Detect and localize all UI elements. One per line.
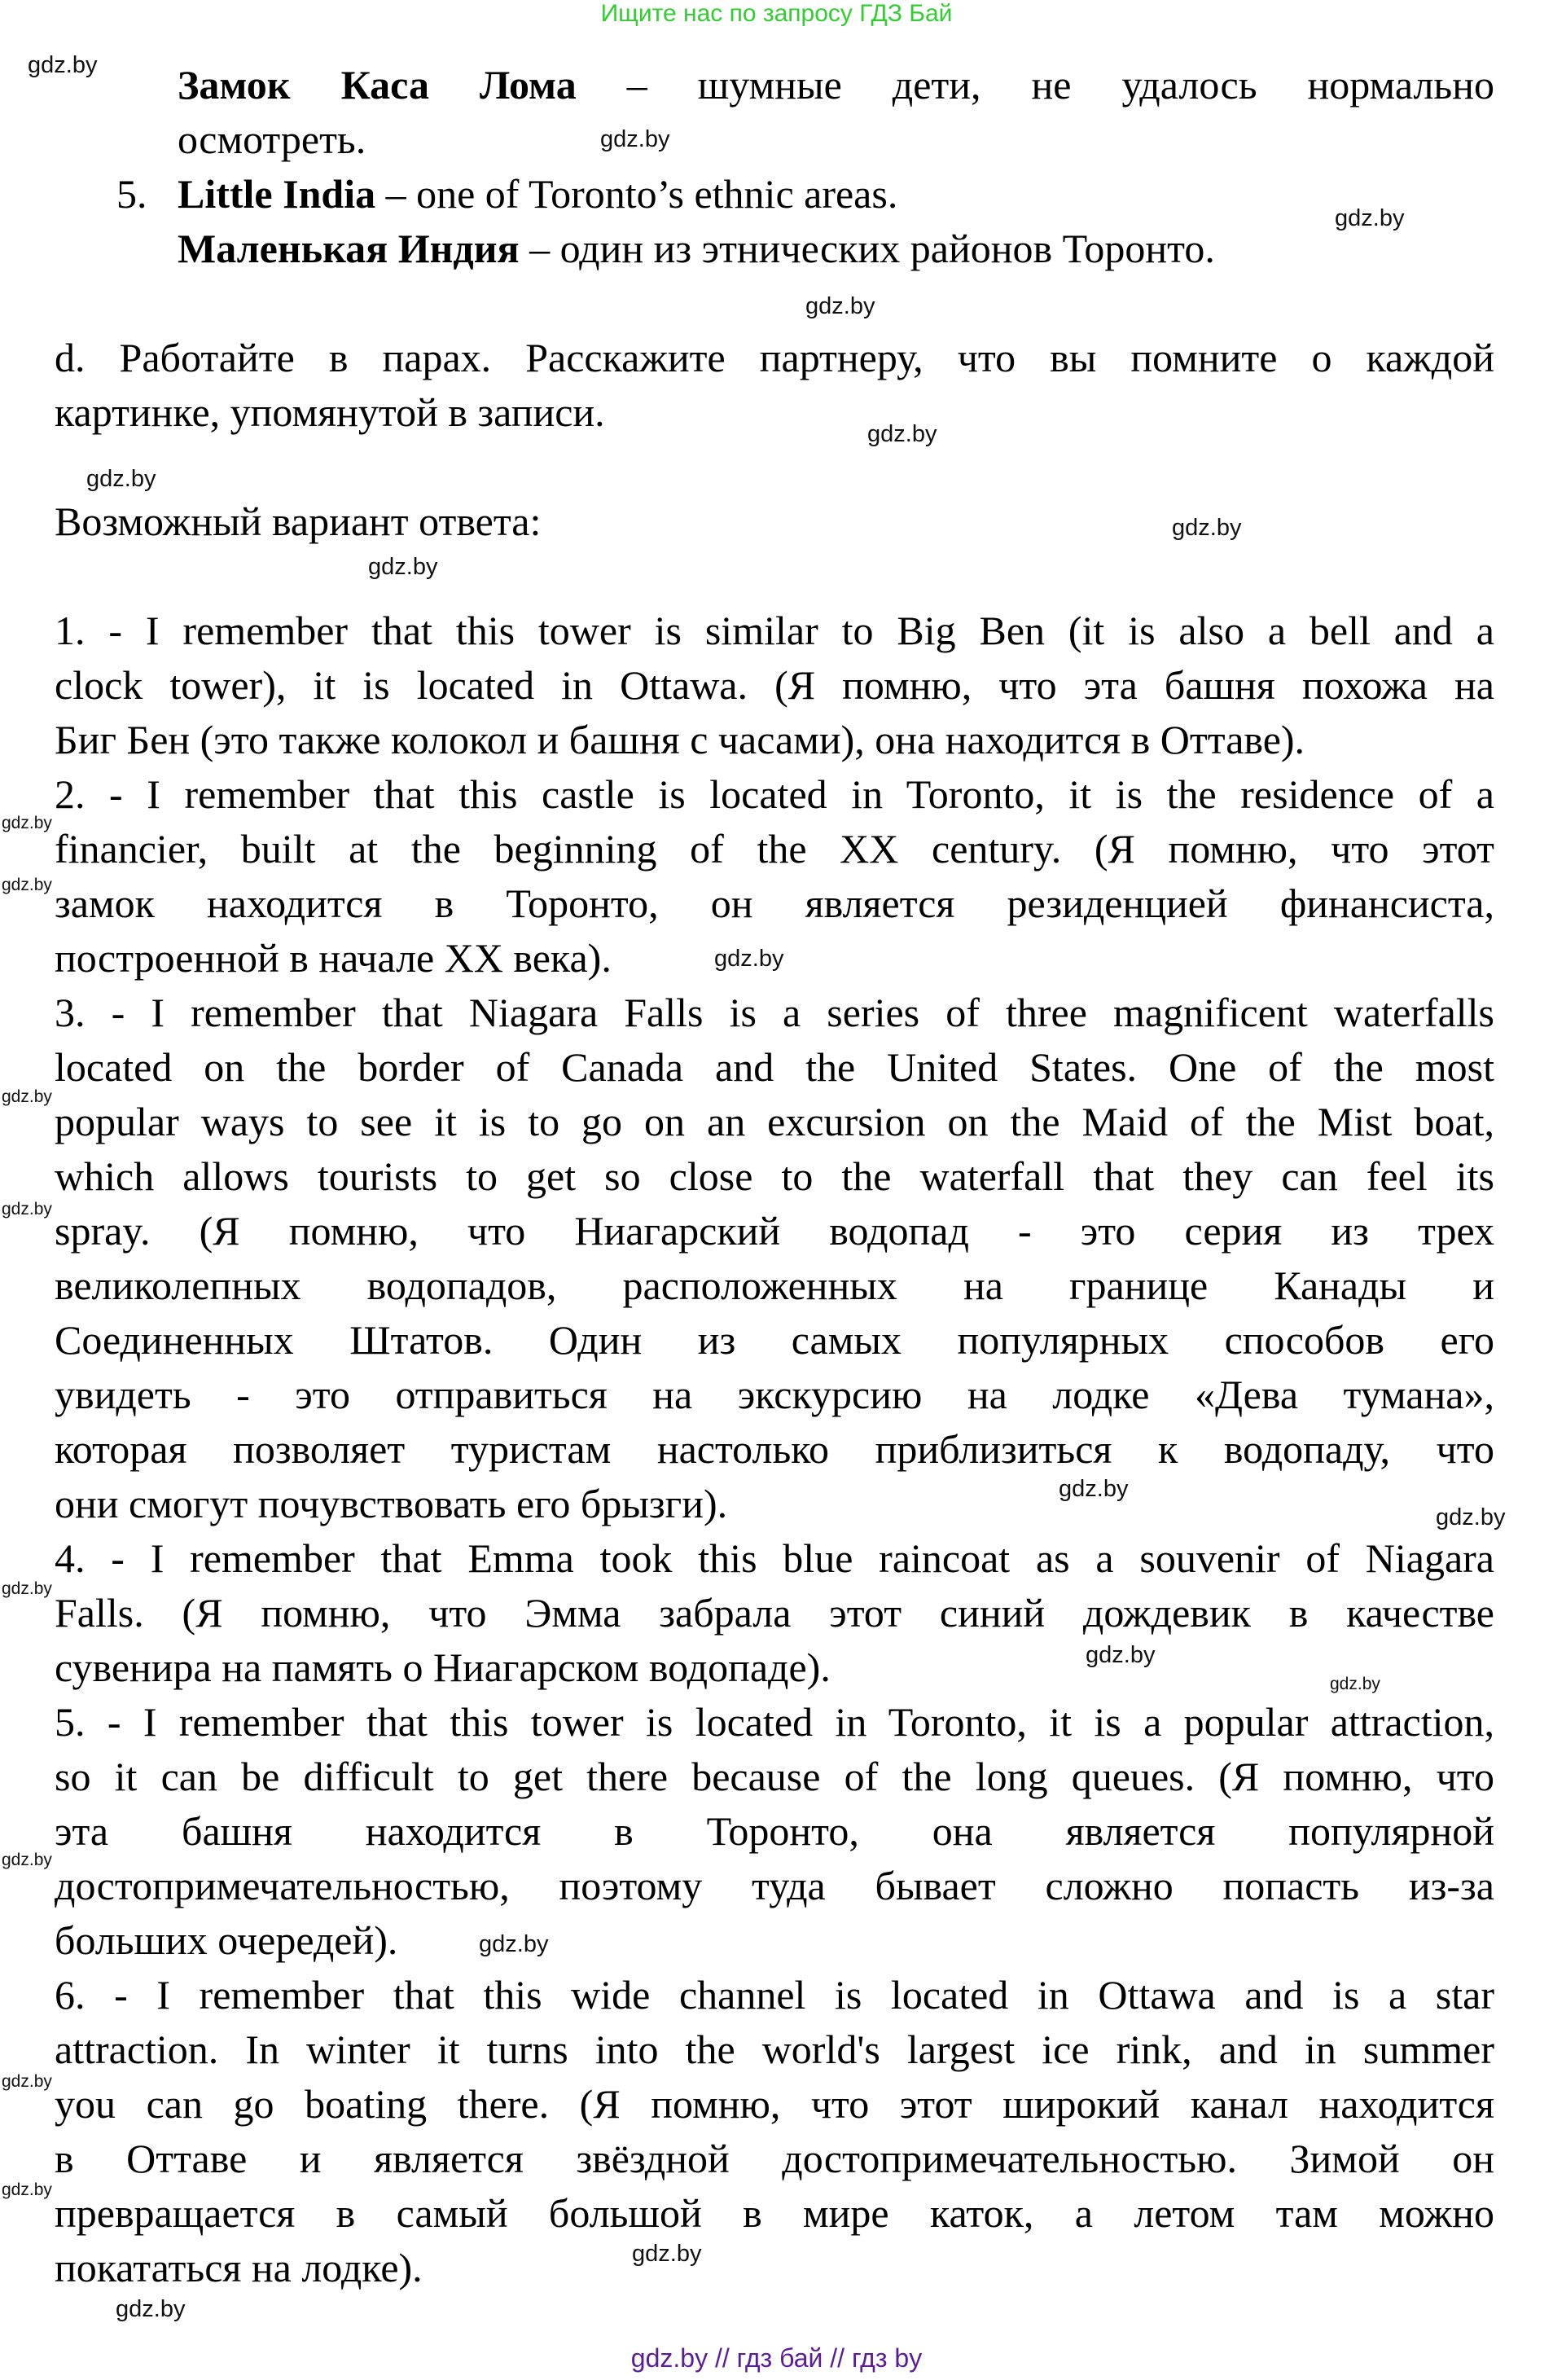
answer-3-line: великолепных водопадов, расположенных на границе Канады и xyxy=(55,1262,1494,1308)
watermark: gdz.by xyxy=(867,421,937,447)
answer-6-line: attraction. In winter it turns into the world's largest ice rink, and in summer xyxy=(55,2027,1494,2072)
castle-line xyxy=(178,58,1494,112)
text: – one of Toronto’s ethnic areas. xyxy=(375,171,898,217)
term: Little India xyxy=(178,171,376,217)
term: Замок Каса Лома xyxy=(178,62,577,108)
answer-3-line: 3. - I remember that Niagara Falls is a series of three magnificent waterfalls xyxy=(55,990,1494,1035)
watermark: gdz.by xyxy=(2,2072,52,2091)
watermark: gdz.by xyxy=(714,946,784,972)
watermark: gdz.by xyxy=(1086,1642,1156,1668)
answer-3-line: located on the border of Canada and the United States. One of the most xyxy=(55,1044,1494,1090)
watermark: gdz.by xyxy=(805,293,875,319)
little-india-ru-line xyxy=(178,222,1215,276)
answer-4-line: сувенира на память о Ниагарском водопаде). xyxy=(55,1644,831,1690)
task-d-line: d. Работайте в парах. Расскажите партнеру, что вы помните о каждой xyxy=(55,335,1494,380)
answer-5-line: so it can be difficult to get there because of the long queues. (Я помню, что xyxy=(55,1754,1494,1799)
watermark: gdz.by xyxy=(1172,515,1242,541)
answer-3-line: spray. (Я помню, что Ниагарский водопад - это серия из трех xyxy=(55,1208,1494,1254)
answer-1-line: clock tower), it is located in Ottawa. (Я помню, что эта башня похожа на xyxy=(55,662,1494,708)
watermark: gdz.by xyxy=(600,126,670,152)
task-d-line: картинке, упомянутой в записи. xyxy=(55,389,605,435)
watermark: gdz.by xyxy=(2,814,52,832)
answer-2-line: 2. - I remember that this castle is located in Toronto, it is the residence of a xyxy=(55,771,1494,817)
watermark: gdz.by xyxy=(479,1931,549,1957)
watermark: gdz.by xyxy=(86,466,156,492)
item-number: 5. xyxy=(116,171,147,217)
answer-3-line: which allows tourists to get so close to the waterfall that they can feel its xyxy=(55,1153,1494,1199)
text: – шумные дети, не удалось нормально xyxy=(576,62,1494,108)
term: Маленькая Индия xyxy=(178,226,520,271)
watermark: gdz.by xyxy=(1330,1675,1380,1693)
answer-3-line: которая позволяет туристам настолько приблизиться к водопаду, что xyxy=(55,1426,1494,1472)
watermark: gdz.by xyxy=(2,1579,52,1598)
answer-4-line: 4. - I remember that Emma took this blue raincoat as a souvenir of Niagara xyxy=(55,1535,1494,1581)
answer-3-line: они смогут почувствовать его брызги). xyxy=(55,1481,728,1526)
answer-6-line: в Оттаве и является звёздной достопримечательностью. Зимой он xyxy=(55,2136,1494,2181)
watermark: gdz.by xyxy=(632,2241,702,2267)
answer-label: Возможный вариант ответа: xyxy=(55,498,542,544)
watermark: gdz.by xyxy=(2,2180,52,2199)
answer-2-line: построенной в начале XX века). xyxy=(55,935,612,981)
footer-links: gdz.by // гдз бай // гдз by xyxy=(630,2343,923,2373)
text: – один из этнических районов Торонто. xyxy=(519,226,1215,271)
answer-5-line: больших очередей). xyxy=(55,1917,398,1963)
watermark: gdz.by xyxy=(28,52,98,78)
answer-4-line: Falls. (Я помню, что Эмма забрала этот синий дождевик в качестве xyxy=(55,1590,1494,1636)
watermark: gdz.by xyxy=(1436,1504,1506,1530)
answer-2-line: замок находится в Торонто, он является резиденцией финансиста, xyxy=(55,880,1494,926)
watermark: gdz.by xyxy=(116,2296,186,2322)
answer-6-line: покататься на лодке). xyxy=(55,2245,423,2290)
castle-line-2: осмотреть. xyxy=(178,116,366,162)
search-banner: Ищите нас по запросу ГДЗ Бай xyxy=(600,0,953,27)
answer-3-line: Соединенных Штатов. Один из самых популярных способов его xyxy=(55,1317,1494,1363)
answer-1-line: Биг Бен (это также колокол и башня с часами), она находится в Оттаве). xyxy=(55,717,1305,762)
watermark: gdz.by xyxy=(2,1851,52,1869)
answer-3-line: popular ways to see it is to go on an excursion on the Maid of the Mist boat, xyxy=(55,1099,1494,1144)
answer-5-line: 5. - I remember that this tower is located in Toronto, it is a popular attraction, xyxy=(55,1699,1494,1745)
watermark: gdz.by xyxy=(2,1087,52,1106)
watermark: gdz.by xyxy=(368,554,438,580)
watermark: gdz.by xyxy=(2,1200,52,1219)
answer-5-line: эта башня находится в Торонто, она является популярной xyxy=(55,1808,1494,1854)
answer-6-line: превращается в самый большой в мире каток, а летом там можно xyxy=(55,2190,1494,2236)
answer-6-line: 6. - I remember that this wide channel is located in Ottawa and is a star xyxy=(55,1972,1494,2018)
answer-1-line: 1. - I remember that this tower is similar to Big Ben (it is also a bell and a xyxy=(55,608,1494,653)
answer-6-line: you can go boating there. (Я помню, что этот широкий канал находится xyxy=(55,2081,1494,2127)
watermark: gdz.by xyxy=(1335,205,1405,231)
watermark: gdz.by xyxy=(2,876,52,894)
little-india-line xyxy=(178,167,897,222)
answer-2-line: financier, built at the beginning of the XX century. (Я помню, что этот xyxy=(55,826,1494,872)
answer-3-line: увидеть - это отправиться на экскурсию на лодке «Дева тумана», xyxy=(55,1372,1494,1417)
watermark: gdz.by xyxy=(1059,1476,1129,1502)
answer-5-line: достопримечательностью, поэтому туда бывает сложно попасть из-за xyxy=(55,1863,1494,1908)
